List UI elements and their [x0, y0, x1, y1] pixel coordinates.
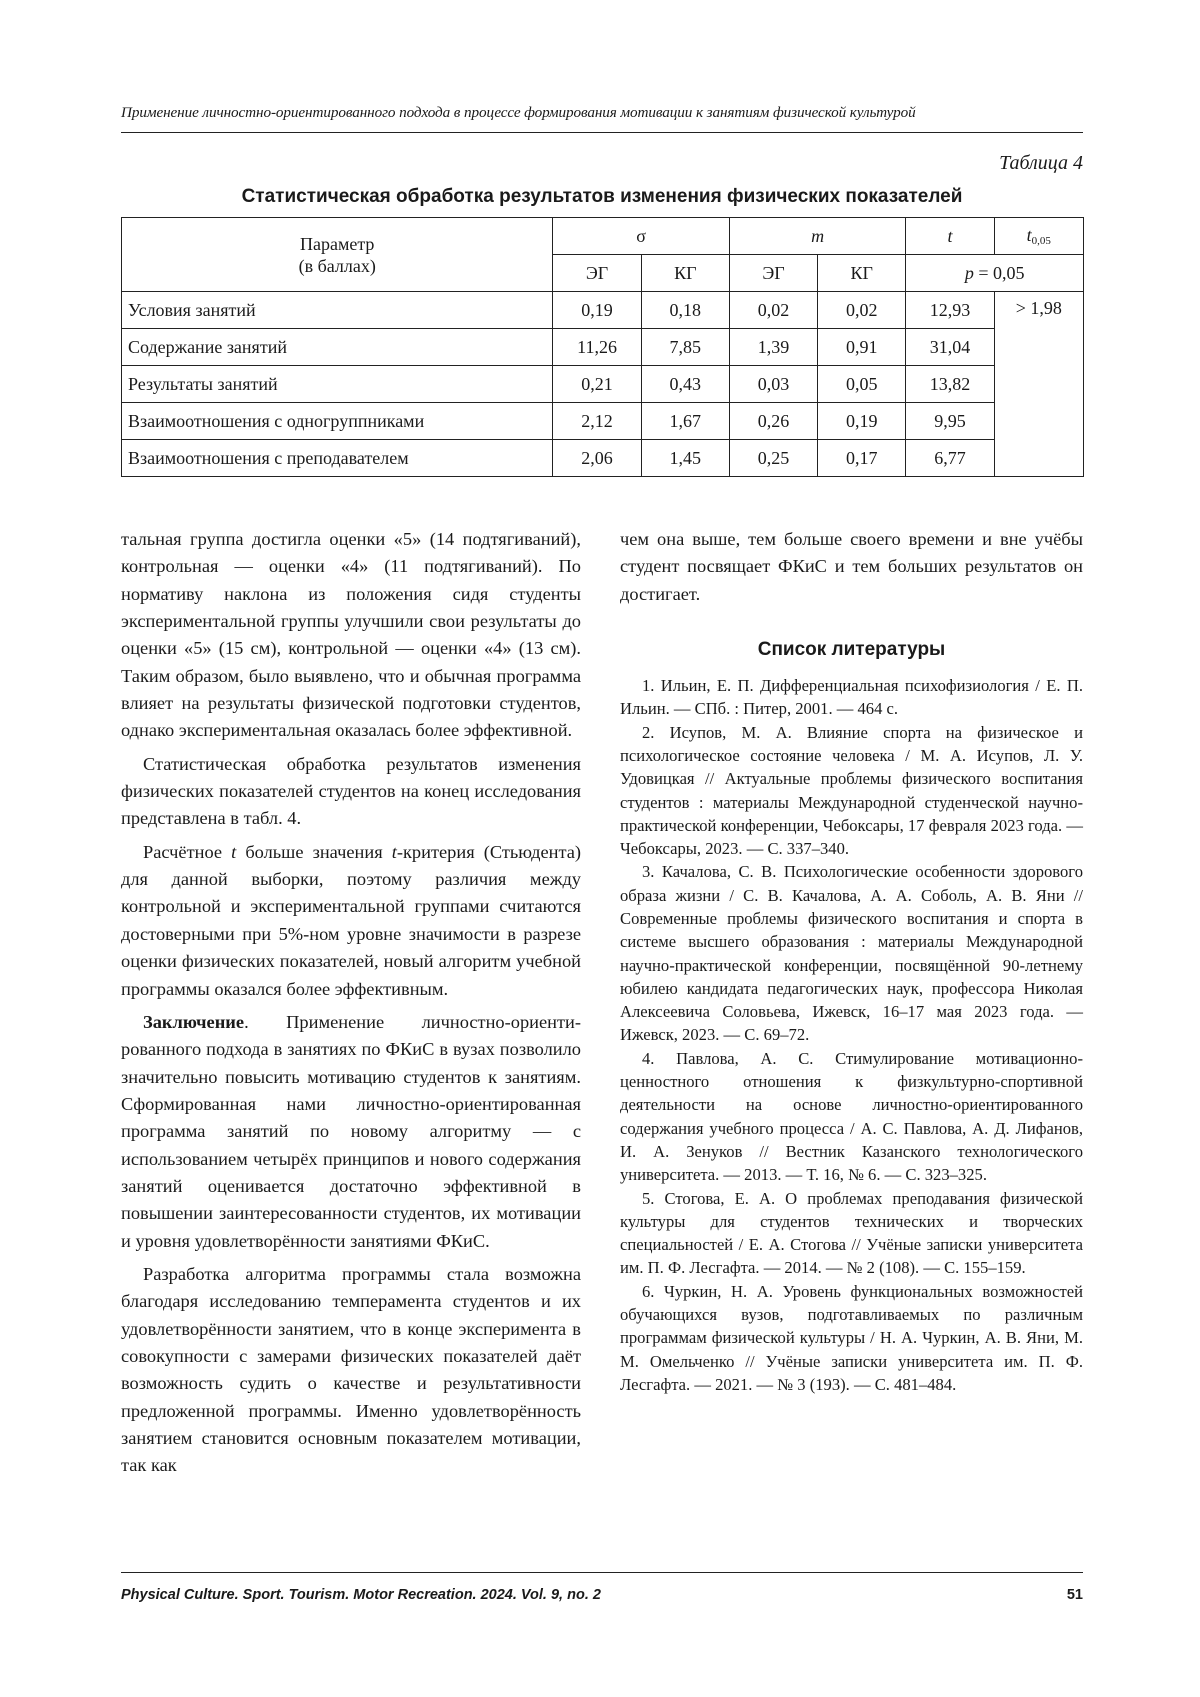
- header-param-unit: (в баллах): [298, 255, 376, 276]
- page-number: 51: [1066, 1587, 1083, 1603]
- cell-m-eg: 0,26: [729, 403, 817, 440]
- reference-item: 6. Чуркин, Н. А. Уровень функциональных возможностей обучающихся вузов, подготавливаемых по различным программам физической культуры / Н. А. Чуркин, А. В. Яни, М. М. Омельченко // Учёные записки университета им. П. Ф. Лесгафта. — 2021. — № 3 (193). — С. 481–484.: [620, 1281, 1083, 1394]
- header-t-critical-main: t: [1026, 225, 1032, 245]
- row-name: Взаимоотношения с преподавателем: [122, 440, 553, 477]
- cell-m-eg: 1,39: [729, 329, 817, 366]
- t-test-text-a: Расчётное: [143, 841, 232, 862]
- cell-t: 31,04: [906, 329, 994, 366]
- reference-item: 1. Ильин, Е. П. Дифференциальная психофизиология / Е. П. Ильин. — СПб. : Питер, 2001. — 464 с.: [620, 676, 1083, 719]
- cell-m-kg: 0,05: [818, 366, 906, 403]
- references-list: [620, 674, 1083, 1396]
- running-header: Применение личностно-ориентированного подхода в процессе формирования мотивации к занятиям физической культурой: [121, 104, 916, 121]
- t-symbol: t: [231, 841, 237, 862]
- t-test-text-c: -критерия (Стьюдента) для данной выборки, поэтому различия между контрольной и экспериментальной группами считаются достоверными при 5%-ном уровне значимости в разрезе оценки физических показателей, новый алгоритм учебной программы оказался более эффективным.: [121, 841, 582, 999]
- header-sigma: σ: [553, 218, 729, 255]
- cell-sigma-kg: 0,43: [641, 366, 729, 403]
- footer-journal: Physical Culture. Sport. Tourism. Motor Recreation. 2024. Vol. 9, no. 2: [121, 1587, 601, 1603]
- cell-sigma-kg: 7,85: [641, 329, 729, 366]
- row-name: Результаты занятий: [122, 366, 553, 403]
- conclusion-text: . Применение личностно-ориентированного подхода в занятиях по ФКиС в вузах позволило значительно повысить мотивацию студентов к занятиям. Сформированная нами личностно-ориентированная программа занятий по новому алгоритму — с использованием четырёх принципов и нового содержания занятий оценивается достаточно эффективной в повышении заинтересованности студентов, их мотивации и уровня удовлетворённости занятиями ФКиС.: [121, 1011, 581, 1251]
- table-title: Статистическая обработка результатов изменения физических показателей: [241, 186, 963, 207]
- reference-item: 4. Павлова, А. С. Стимулирование мотивационно-ценностного отношения к физкультурно-спортивной деятельности на основе личностно-ориентированного содержания учебного процесса / А. С. Павлова, А. Д. Лифанов, И. А. Зенуков // Вестник Казанского технологического университета. — 2013. — Т. 16, № 6. — С. 323–325.: [620, 1048, 1083, 1185]
- reference-item: 2. Исупов, М. А. Влияние спорта на физическое и психологическое состояние человека / М. А. Исупов, Л. У. Удовицкая // Актуальные проблемы физического воспитания студентов : материалы Международной студенческой научно-практической конференции, Чебоксары, 17 февраля 2023 года. — Чебоксары, 2023. — С. 337–340.: [620, 722, 1083, 859]
- t-test-text-b: больше значения: [236, 841, 392, 862]
- cell-m-kg: 0,91: [818, 329, 906, 366]
- cell-t: 12,93: [906, 292, 994, 329]
- header-param: [122, 218, 553, 292]
- table-row: [122, 366, 1084, 403]
- right-column: [620, 526, 1083, 1396]
- row-name: Взаимоотношения с одногруппниками: [122, 403, 553, 440]
- footer-rule: [121, 1572, 1083, 1573]
- row-name: Содержание занятий: [122, 329, 553, 366]
- conclusion-lead: Заключение: [143, 1011, 245, 1032]
- table-label: Таблица 4: [999, 152, 1083, 174]
- cell-m-eg: 0,25: [729, 440, 817, 477]
- cell-sigma-eg: 2,12: [553, 403, 641, 440]
- header-m-kg: КГ: [818, 255, 906, 292]
- table-row: [122, 403, 1084, 440]
- header-m-eg: ЭГ: [729, 255, 817, 292]
- header-t: t: [906, 218, 994, 255]
- header-param-label: Параметр: [299, 233, 375, 254]
- cell-sigma-kg: 0,18: [641, 292, 729, 329]
- header-p: [906, 255, 1084, 292]
- table-row: [122, 329, 1084, 366]
- header-t-critical: [994, 218, 1083, 255]
- cell-sigma-eg: 0,21: [553, 366, 641, 403]
- cell-sigma-eg: 2,06: [553, 440, 641, 477]
- cell-m-kg: 0,19: [818, 403, 906, 440]
- left-column: [121, 526, 581, 1486]
- header-sigma-kg: КГ: [641, 255, 729, 292]
- cell-t: 13,82: [906, 366, 994, 403]
- header-sigma-eg: ЭГ: [553, 255, 641, 292]
- row-name: Условия занятий: [122, 292, 553, 329]
- references-title: Список литературы: [757, 639, 946, 661]
- cell-m-eg: 0,02: [729, 292, 817, 329]
- reference-item: 3. Качалова, С. В. Психологические особенности здорового образа жизни / С. В. Качалова, А. А. Соболь, А. В. Яни // Современные проблемы физического воспитания и спорта в системе высшего образования : материалы Международной научно-практической конференции, посвящённой 90-летнему юбилею кандидата педагогических наук, профессора Николая Алексеевича Соловьева, Ижевск, 16–17 мая 2023 года. — Ижевск, 2023. — С. 69–72.: [620, 862, 1083, 1045]
- cell-t: 9,95: [906, 403, 994, 440]
- cell-m-kg: 0,02: [818, 292, 906, 329]
- table-row: [122, 440, 1084, 477]
- paragraph-algorithm: Разработка алгоритма программы стала возможна благодаря исследованию темперамента студентов и их удовлетворённости занятием, что в конце эксперимента в совокупности с замерами физических показателей даёт возможность судить о качестве и результативности предложенной программы. Именно удовлетворённость занятием становится основным показателем мотивации, так как: [121, 1263, 581, 1476]
- cell-m-eg: 0,03: [729, 366, 817, 403]
- table-row: [122, 292, 1084, 329]
- cell-t-critical: > 1,98: [994, 292, 1083, 477]
- table-header-row: [122, 218, 1084, 255]
- cell-sigma-kg: 1,67: [641, 403, 729, 440]
- header-rule: [121, 132, 1083, 133]
- cell-sigma-kg: 1,45: [641, 440, 729, 477]
- cell-sigma-eg: 0,19: [553, 292, 641, 329]
- header-t-critical-sub: 0,05: [1031, 235, 1051, 247]
- paragraph-conclusion: [121, 1009, 581, 1255]
- cell-sigma-eg: 11,26: [553, 329, 641, 366]
- cell-m-kg: 0,17: [818, 440, 906, 477]
- paragraph-t-test: [121, 839, 581, 1003]
- header-p-value: = 0,05: [973, 262, 1025, 283]
- paragraph-continuation-right: чем она выше, тем больше своего времени и вне учёбы студент посвящает ФКиС и тем больших результатов он достигает.: [620, 529, 1083, 604]
- cell-t: 6,77: [906, 440, 994, 477]
- paragraph-statistics: Статистическая обработка результатов изменения физических показателей студентов на конец исследования представлена в табл. 4.: [121, 753, 581, 829]
- reference-item: 5. Стогова, Е. А. О проблемах преподавания физической культуры для студентов технических и творческих специальностей / Е. А. Стогова // Учёные записки университета им. П. Ф. Лесгафта. — 2014. — № 2 (108). — С. 155–159.: [620, 1188, 1083, 1278]
- statistics-table: [121, 217, 1084, 477]
- t-symbol: t: [391, 841, 397, 862]
- header-m: m: [729, 218, 905, 255]
- paragraph-continuation: тальная группа достигла оценки «5» (14 подтягиваний), контрольная — оценки «4» (11 подтягиваний). По нормативу наклона из положения сидя студенты экспериментальной группы улучшили свои результаты до оценки «5» (15 см), контрольной — оценки «4» (13 см). Таким образом, было выявлено, что и обычная программа влияет на результаты физической подготовки студентов, однако экспериментальная оказалась более эффективной.: [121, 529, 581, 741]
- header-p-label: p: [964, 262, 974, 283]
